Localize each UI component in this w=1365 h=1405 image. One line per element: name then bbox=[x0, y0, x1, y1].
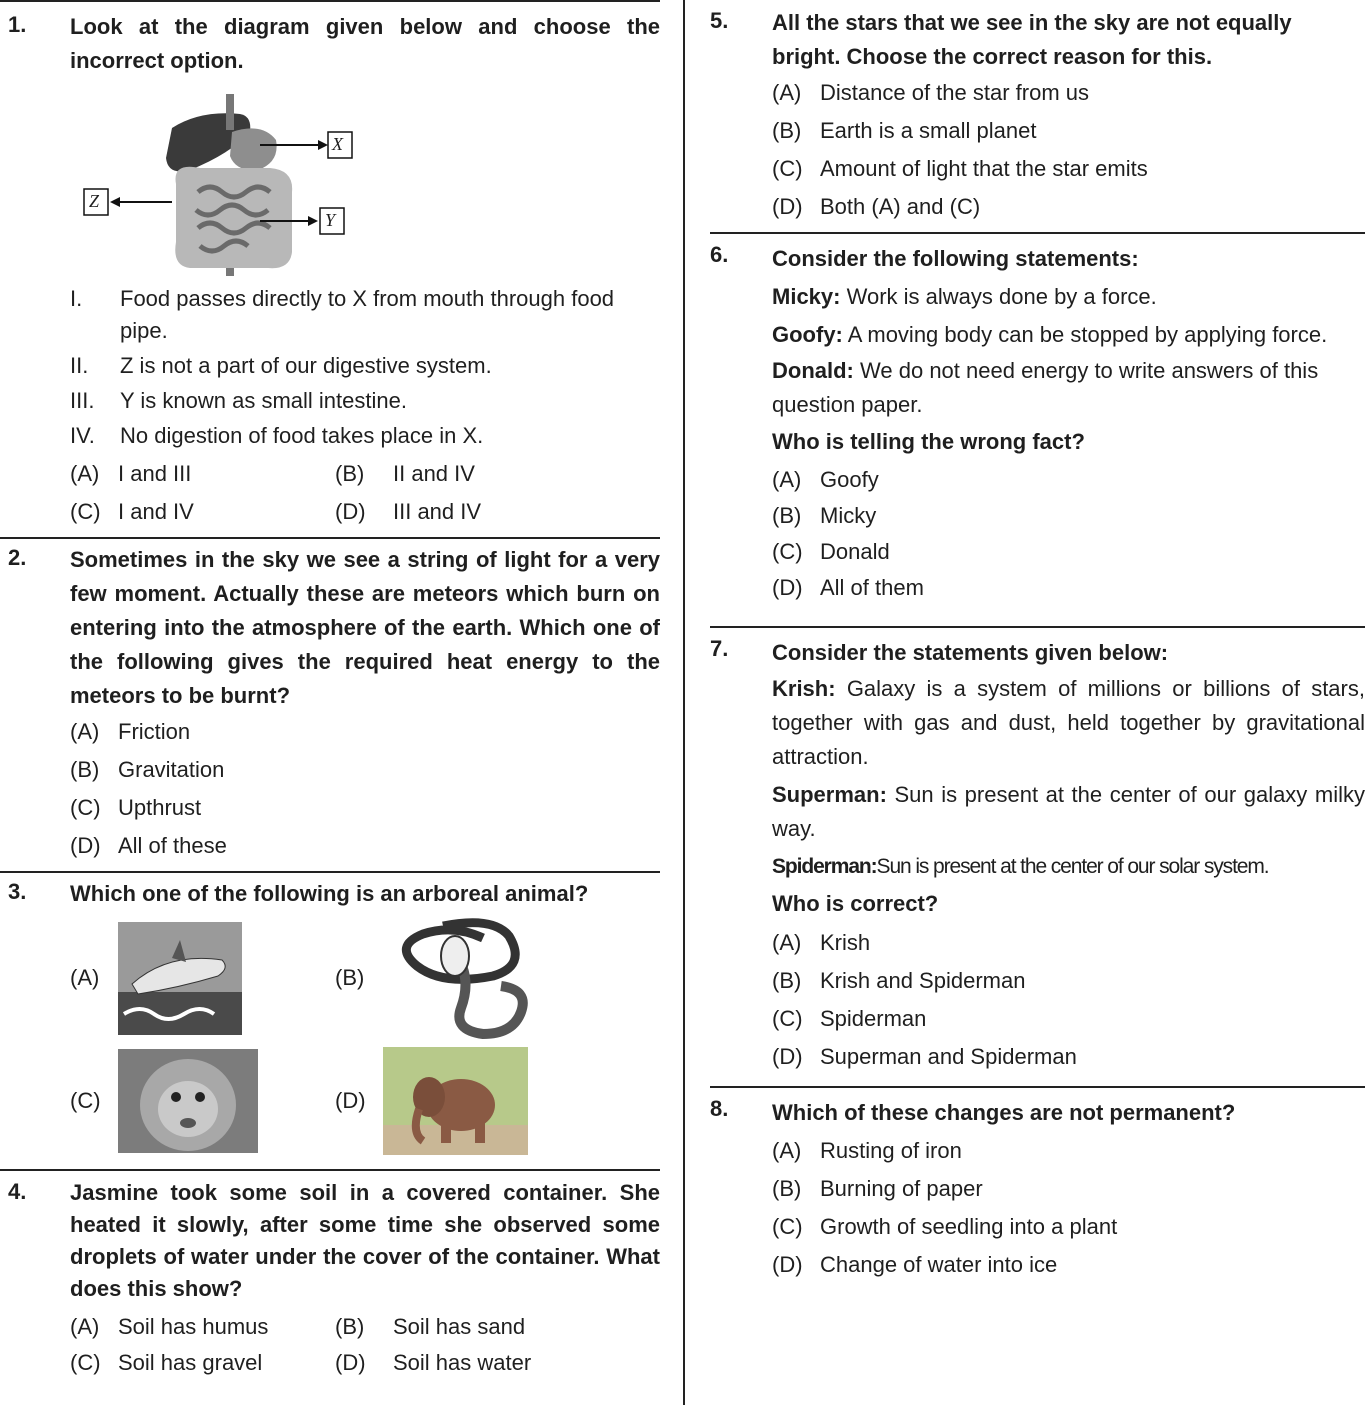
monkey-image bbox=[118, 1049, 258, 1153]
option-d[interactable]: (D) III and IV bbox=[335, 499, 482, 524]
option-b[interactable]: (B) bbox=[335, 916, 600, 1040]
shark-image bbox=[118, 922, 242, 1035]
elephant-image bbox=[383, 1047, 528, 1155]
question-text: Look at the diagram given below and choose the incorrect option. bbox=[70, 14, 660, 73]
option-a[interactable]: (A) Friction bbox=[70, 719, 191, 744]
option-c[interactable]: (C) I and IV bbox=[70, 499, 194, 524]
question-text: Which one of the following is an arboreal animal? bbox=[70, 881, 589, 906]
question-prompt: Who is telling the wrong fact? bbox=[772, 429, 1085, 454]
question-number: 7. bbox=[710, 636, 729, 661]
question-1 bbox=[0, 0, 660, 531]
option-c[interactable]: (C) Spiderman bbox=[772, 1006, 927, 1031]
statement-donald: Donald: We do not need energy to write answers of this question paper. bbox=[772, 358, 1319, 417]
label-x: X bbox=[332, 134, 343, 154]
statement-ii: II. Z is not a part of our digestive system. bbox=[70, 353, 492, 378]
question-text: Consider the following statements: bbox=[772, 246, 1139, 271]
question-text: All the stars that we see in the sky are not equally bright. Choose the correct reason for this. bbox=[772, 10, 1292, 69]
option-a[interactable]: (A) Goofy bbox=[772, 467, 879, 492]
option-a[interactable]: (A) bbox=[70, 922, 335, 1035]
option-d[interactable]: (D) All of them bbox=[772, 575, 924, 600]
option-a[interactable]: (A) Rusting of iron bbox=[772, 1138, 962, 1163]
question-6 bbox=[710, 232, 1365, 606]
option-d[interactable]: (D) Superman and Spiderman bbox=[772, 1044, 1077, 1069]
question-number: 3. bbox=[8, 879, 27, 904]
option-c[interactable]: (C) Soil has gravel bbox=[70, 1350, 263, 1375]
left-column bbox=[0, 0, 660, 1381]
option-d[interactable]: (D) All of these bbox=[70, 833, 227, 858]
digestive-system-diagram bbox=[80, 92, 660, 277]
statement-iv: IV. No digestion of food takes place in X. bbox=[70, 423, 484, 448]
option-b[interactable]: (B) Krish and Spiderman bbox=[772, 968, 1026, 993]
option-b[interactable]: (B) Burning of paper bbox=[772, 1176, 983, 1201]
column-divider bbox=[683, 0, 685, 1405]
option-b[interactable]: (B) Earth is a small planet bbox=[772, 118, 1037, 143]
option-d[interactable]: (D) bbox=[335, 1047, 600, 1155]
statement-micky: Micky: Work is always done by a force. bbox=[772, 284, 1157, 309]
option-a[interactable]: (A) Soil has humus bbox=[70, 1314, 269, 1339]
statement-superman: Superman: Sun is present at the center of our galaxy milky way. bbox=[772, 782, 1365, 841]
option-b[interactable]: (B) Micky bbox=[772, 503, 877, 528]
question-7 bbox=[710, 626, 1365, 1076]
label-y: Y bbox=[325, 210, 336, 230]
question-number: 2. bbox=[8, 545, 27, 570]
option-a[interactable]: (A) Krish bbox=[772, 930, 871, 955]
statement-iii: III. Y is known as small intestine. bbox=[70, 388, 407, 413]
option-d[interactable]: (D) Both (A) and (C) bbox=[772, 194, 981, 219]
right-column bbox=[710, 0, 1365, 1284]
option-b[interactable]: (B) Soil has sand bbox=[335, 1314, 526, 1339]
cobra-image bbox=[383, 916, 533, 1040]
question-8 bbox=[710, 1086, 1365, 1284]
question-number: 6. bbox=[710, 242, 729, 267]
option-b[interactable]: (B) Gravitation bbox=[70, 757, 225, 782]
question-text: Consider the statements given below: bbox=[772, 640, 1169, 665]
question-prompt: Who is correct? bbox=[772, 891, 939, 916]
statement-i: I. Food passes directly to X from mouth through food pipe. bbox=[70, 286, 615, 343]
question-4 bbox=[0, 1169, 660, 1381]
option-d[interactable]: (D) Soil has water bbox=[335, 1350, 532, 1375]
option-b[interactable]: (B) II and IV bbox=[335, 461, 475, 486]
question-text: Sometimes in the sky we see a string of light for a very few moment. Actually these are meteors which burn on entering into the atmosphere of the earth. Which one of the following gives the required heat energy to the meteors to be burnt? bbox=[70, 547, 660, 708]
statement-krish: Krish: Galaxy is a system of millions or billions of stars, together with gas and dust, held together by gravitational attraction. bbox=[772, 676, 1365, 769]
option-d[interactable]: (D) Change of water into ice bbox=[772, 1252, 1058, 1277]
option-a[interactable]: (A) I and III bbox=[70, 461, 192, 486]
statement-goofy: Goofy: A moving body can be stopped by applying force. bbox=[772, 322, 1328, 347]
statement-spiderman: Spiderman:Sun is present at the center of our solar system. bbox=[772, 855, 1269, 878]
option-c[interactable]: (C) Growth of seedling into a plant bbox=[772, 1214, 1118, 1239]
question-text: Which of these changes are not permanent? bbox=[772, 1100, 1236, 1125]
option-c[interactable]: (C) Amount of light that the star emits bbox=[772, 156, 1148, 181]
question-2 bbox=[0, 537, 660, 865]
label-z: Z bbox=[89, 191, 100, 211]
question-3 bbox=[0, 871, 660, 1155]
question-number: 4. bbox=[8, 1179, 27, 1204]
option-c[interactable]: (C) Upthrust bbox=[70, 795, 202, 820]
question-text: Jasmine took some soil in a covered container. She heated it slowly, after some time she observed some droplets of water under the cover of the container. What does this show? bbox=[70, 1180, 660, 1301]
option-a[interactable]: (A) Distance of the star from us bbox=[772, 80, 1089, 105]
question-number: 8. bbox=[710, 1096, 729, 1121]
question-number: 1. bbox=[8, 12, 27, 37]
option-c[interactable]: (C) bbox=[70, 1049, 335, 1153]
question-5 bbox=[710, 0, 1365, 226]
question-number: 5. bbox=[710, 8, 729, 33]
option-c[interactable]: (C) Donald bbox=[772, 539, 890, 564]
